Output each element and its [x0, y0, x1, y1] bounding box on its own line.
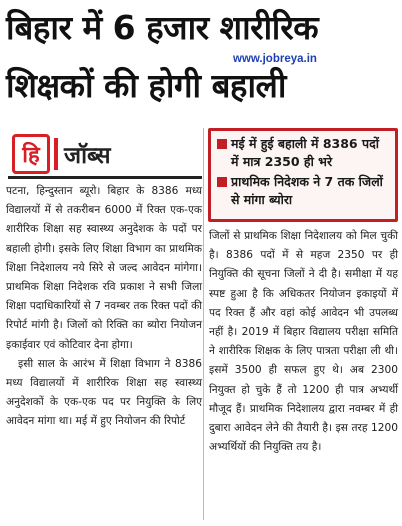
highlight-item: प्राथमिक निदेशक ने 7 तक जिलों से मांगा ब्योरा — [217, 173, 389, 209]
brand-underline — [8, 176, 202, 179]
headline-line-1: बिहार में 6 हजार शारीरिक — [6, 8, 319, 47]
hindustan-logo-icon: हि — [12, 134, 50, 174]
article-column-left — [6, 182, 202, 432]
section-brand — [8, 132, 198, 176]
brand-divider — [54, 138, 58, 170]
column-divider — [203, 128, 204, 520]
headline-line-2: शिक्षकों की होगी बहाली — [6, 66, 286, 105]
article-column-right — [209, 227, 398, 457]
site-url-watermark: www.jobreya.in — [233, 53, 317, 65]
highlight-item: मई में हुई बहाली में 8386 पदों में मात्र 2350 ही भरे — [217, 135, 389, 171]
article-paragraph: जिलों से प्राथमिक शिक्षा निदेशालय को मिल चुकी है। 8386 पदों में से महज 2350 पर ही नियुक्ति की सूचना जिलों ने दी है। समीक्षा में यह स्पष्ट हुआ है कि अधिकतर नियोजन इकाइयों में पद रिक्त हैं और वहां कोई आवेदन भी उपलब्ध नहीं है। 2019 में बिहार विद्यालय परीक्षा समिति ने शारीरिक शिक्षक के लिए पात्रता परीक्षा ली थी। इसमें 3500 ही सफल हुए थे। अब 2300 नियुक्त हो चुके हैं तो 1200 ही पात्र अभ्यर्थी मौजूद हैं। प्राथमिक निदेशालय द्वारा नवम्बर में ही दुबारा आवेदन लेने की तैयारी है। इस तरह 1200 अभ्यर्थियों की नियुक्ति तय है। — [209, 230, 398, 454]
article-paragraph: पटना, हिन्दुस्तान ब्यूरो। बिहार के 8386 मध्य विद्यालयों में से तकरीबन 6000 में रिक्त एक-एक शारीरिक शिक्षा सह स्वास्थ्य अनुदेशक के पदों पर बहाली होगी। इसके लिए शिक्षा विभाग का प्राथमिक शिक्षा निदेशालय नये सिरे से जल्द आवेदन मांगेगा। प्राथमिक शिक्षा निदेशक रवि प्रकाश ने सभी जिला शिक्षा पदाधिकारियों से 7 नवम्बर तक रिक्त पदों की रिपोर्ट मांगी है। जिलों को रिक्ति का ब्योरा नियोजन इकाईवार एवं कोटिवार देना होगा। — [6, 185, 202, 351]
headline — [0, 0, 402, 124]
square-bullet-icon — [217, 139, 227, 149]
section-label: जॉब्स — [64, 143, 111, 169]
square-bullet-icon — [217, 177, 227, 187]
article-paragraph: इसी साल के आरंभ में शिक्षा विभाग ने 8386 मध्य विद्यालयों में शारीरिक शिक्षा सह स्वास्थ्य अनुदेशकों के एक-एक पद पर नियुक्ति के लिए आवेदन मांगा था। मई में हुए नियोजन की रिपोर्ट — [6, 357, 202, 428]
highlight-box — [208, 128, 398, 222]
